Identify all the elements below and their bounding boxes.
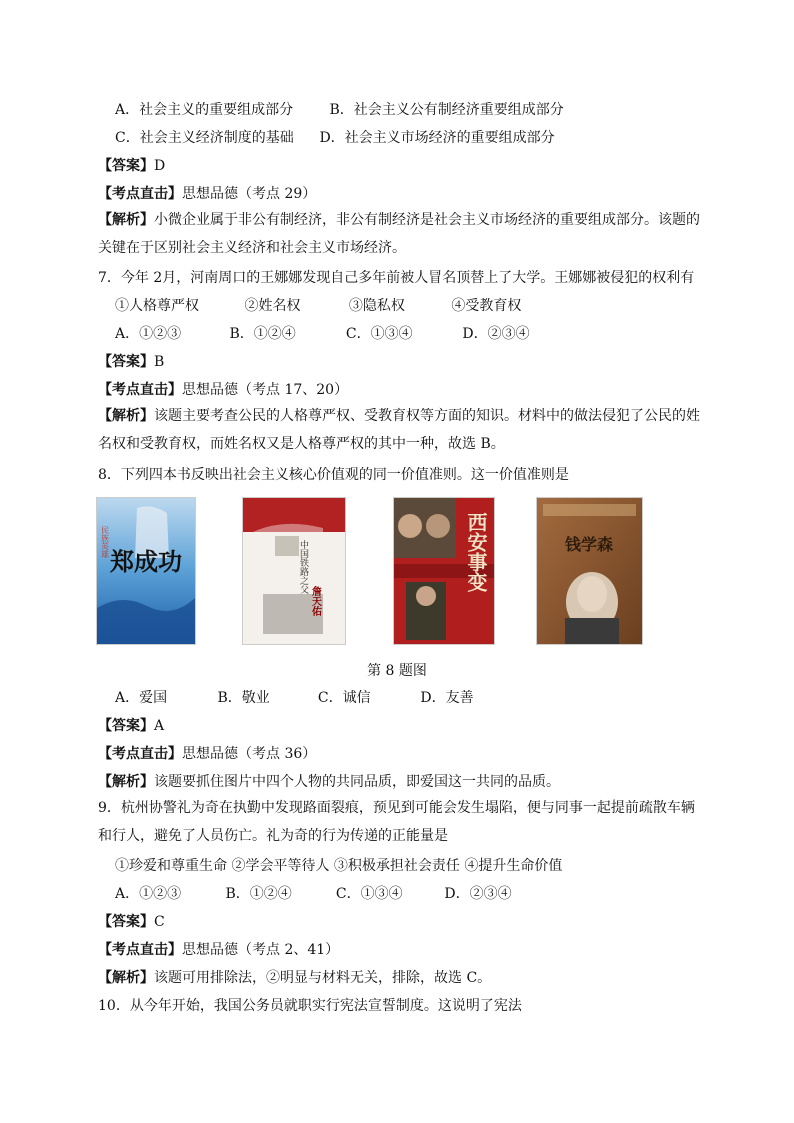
point-value: 思想品德（考点 17、20）	[182, 382, 349, 398]
book-cover-1-art	[97, 498, 195, 644]
analysis-text: 该题要抓住图片中四个人物的共同品质，即爱国这一共同的品质。	[154, 774, 560, 790]
q6-option-row-2	[115, 128, 555, 148]
book-cover-2-art	[243, 498, 345, 644]
q7-items	[115, 296, 521, 316]
q10-stem: 10．从今年开始，我国公务员就职实行宪法宣誓制度。这说明了宪法	[98, 998, 522, 1014]
answer-value: C	[154, 914, 165, 930]
q8-answer	[98, 716, 164, 736]
q7-options	[115, 324, 530, 344]
point-label: 【考点直击】	[98, 942, 182, 958]
q8-option-c: C．诚信	[317, 690, 371, 706]
q9-answer	[98, 912, 165, 932]
answer-label: 【答案】	[98, 158, 154, 174]
q7-item-4: ④受教育权	[451, 298, 522, 314]
q7-option-d: D．②③④	[462, 326, 530, 342]
point-value: 思想品德（考点 2、41）	[182, 942, 340, 958]
q8-point	[98, 744, 316, 764]
book-cover-3-art	[394, 498, 494, 644]
analysis-text: 该题可用排除法，②明显与材料无关，排除，故选 C。	[154, 970, 492, 986]
answer-value: B	[154, 354, 165, 370]
q8-option-d: D．友善	[420, 690, 474, 706]
q7-option-c: C．①③④	[345, 326, 413, 342]
point-value: 思想品德（考点 36）	[182, 746, 317, 762]
point-label: 【考点直击】	[98, 382, 182, 398]
q6-option-d: D．社会主义市场经济的重要组成部分	[319, 130, 555, 146]
point-label: 【考点直击】	[98, 746, 182, 762]
analysis-label: 【解析】	[98, 774, 154, 790]
book3-title: 西安事变	[464, 512, 488, 592]
analysis-text: 小微企业属于非公有制经济，非公有制经济是社会主义市场经济的重要组成部分。该题的关键在于区别社会主义经济和社会主义市场经济。	[98, 212, 700, 256]
q7-item-3: ③隐私权	[348, 298, 405, 314]
book2-person: 詹天佑	[309, 586, 321, 616]
q8-option-b: B．敬业	[217, 690, 270, 706]
q6-option-c: C．社会主义经济制度的基础	[115, 130, 294, 146]
q7-item-2: ②姓名权	[244, 298, 301, 314]
q7-point	[98, 380, 348, 400]
q9-option-a: A．①②③	[115, 886, 182, 902]
q7-option-b: B．①②④	[229, 326, 296, 342]
q9-option-b: B．①②④	[225, 886, 292, 902]
answer-label: 【答案】	[98, 914, 154, 930]
q8-stem: 8．下列四本书反映出社会主义核心价值观的同一价值准则。这一价值准则是	[98, 467, 569, 483]
book-cover-qian-xuesen	[537, 498, 642, 644]
analysis-label: 【解析】	[98, 212, 154, 228]
answer-value: A	[154, 718, 165, 734]
q9-option-d: D．②③④	[444, 886, 512, 902]
book1-subtitle: 民族英雄	[100, 526, 110, 558]
figure-caption: 第 8 题图	[367, 663, 427, 679]
q9-stem: 9．杭州协警礼为奇在执勤中发现路面裂痕，预见到可能会发生塌陷，便与同事一起提前疏散车辆和行人，避免了人员伤亡。礼为奇的行为传递的正能量是	[98, 800, 695, 844]
point-label: 【考点直击】	[98, 186, 182, 202]
q9-point	[98, 940, 339, 960]
book2-title: 中国铁路之父	[298, 540, 308, 594]
book-cover-xian-incident	[394, 498, 494, 644]
book1-title: 郑成功	[110, 548, 182, 576]
q7-answer	[98, 352, 164, 372]
q6-analysis	[98, 206, 708, 262]
book4-title: 钱学森	[564, 535, 614, 554]
q6-option-a: A．社会主义的重要组成部分	[115, 102, 294, 118]
q8-option-a: A．爱国	[115, 690, 168, 706]
q7-option-a: A．①②③	[115, 326, 182, 342]
q7-analysis	[98, 402, 708, 458]
q7-item-1: ①人格尊严权	[115, 298, 199, 314]
analysis-text: 该题主要考查公民的人格尊严权、受教育权等方面的知识。材料中的做法侵犯了公民的姓名权和受教育权，而姓名权又是人格尊严权的其中一种，故选 B。	[98, 408, 700, 452]
q8-analysis	[98, 772, 560, 792]
q8-options	[115, 688, 474, 708]
q6-option-row-1	[115, 100, 564, 120]
q6-answer	[98, 156, 165, 176]
q6-point	[98, 184, 316, 204]
book-cover-zhan-tianyou	[243, 498, 345, 644]
q7-stem: 7．今年 2月，河南周口的王娜娜发现自己多年前被人冒名顶替上了大学。王娜娜被侵犯的权利有	[98, 270, 695, 286]
q9-options	[115, 884, 512, 904]
answer-label: 【答案】	[98, 354, 154, 370]
q9-items: ①珍爱和尊重生命 ②学会平等待人 ③积极承担社会责任 ④提升生命价值	[115, 858, 563, 874]
point-value: 思想品德（考点 29）	[182, 186, 317, 202]
answer-value: D	[154, 158, 166, 174]
answer-label: 【答案】	[98, 718, 154, 734]
analysis-label: 【解析】	[98, 970, 154, 986]
q9-analysis	[98, 968, 491, 988]
book-cover-4-art	[537, 498, 642, 644]
book-cover-zheng-chenggong	[97, 498, 195, 644]
analysis-label: 【解析】	[98, 408, 154, 424]
q9-option-c: C．①③④	[335, 886, 403, 902]
q6-option-b: B．社会主义公有制经济重要组成部分	[329, 102, 564, 118]
